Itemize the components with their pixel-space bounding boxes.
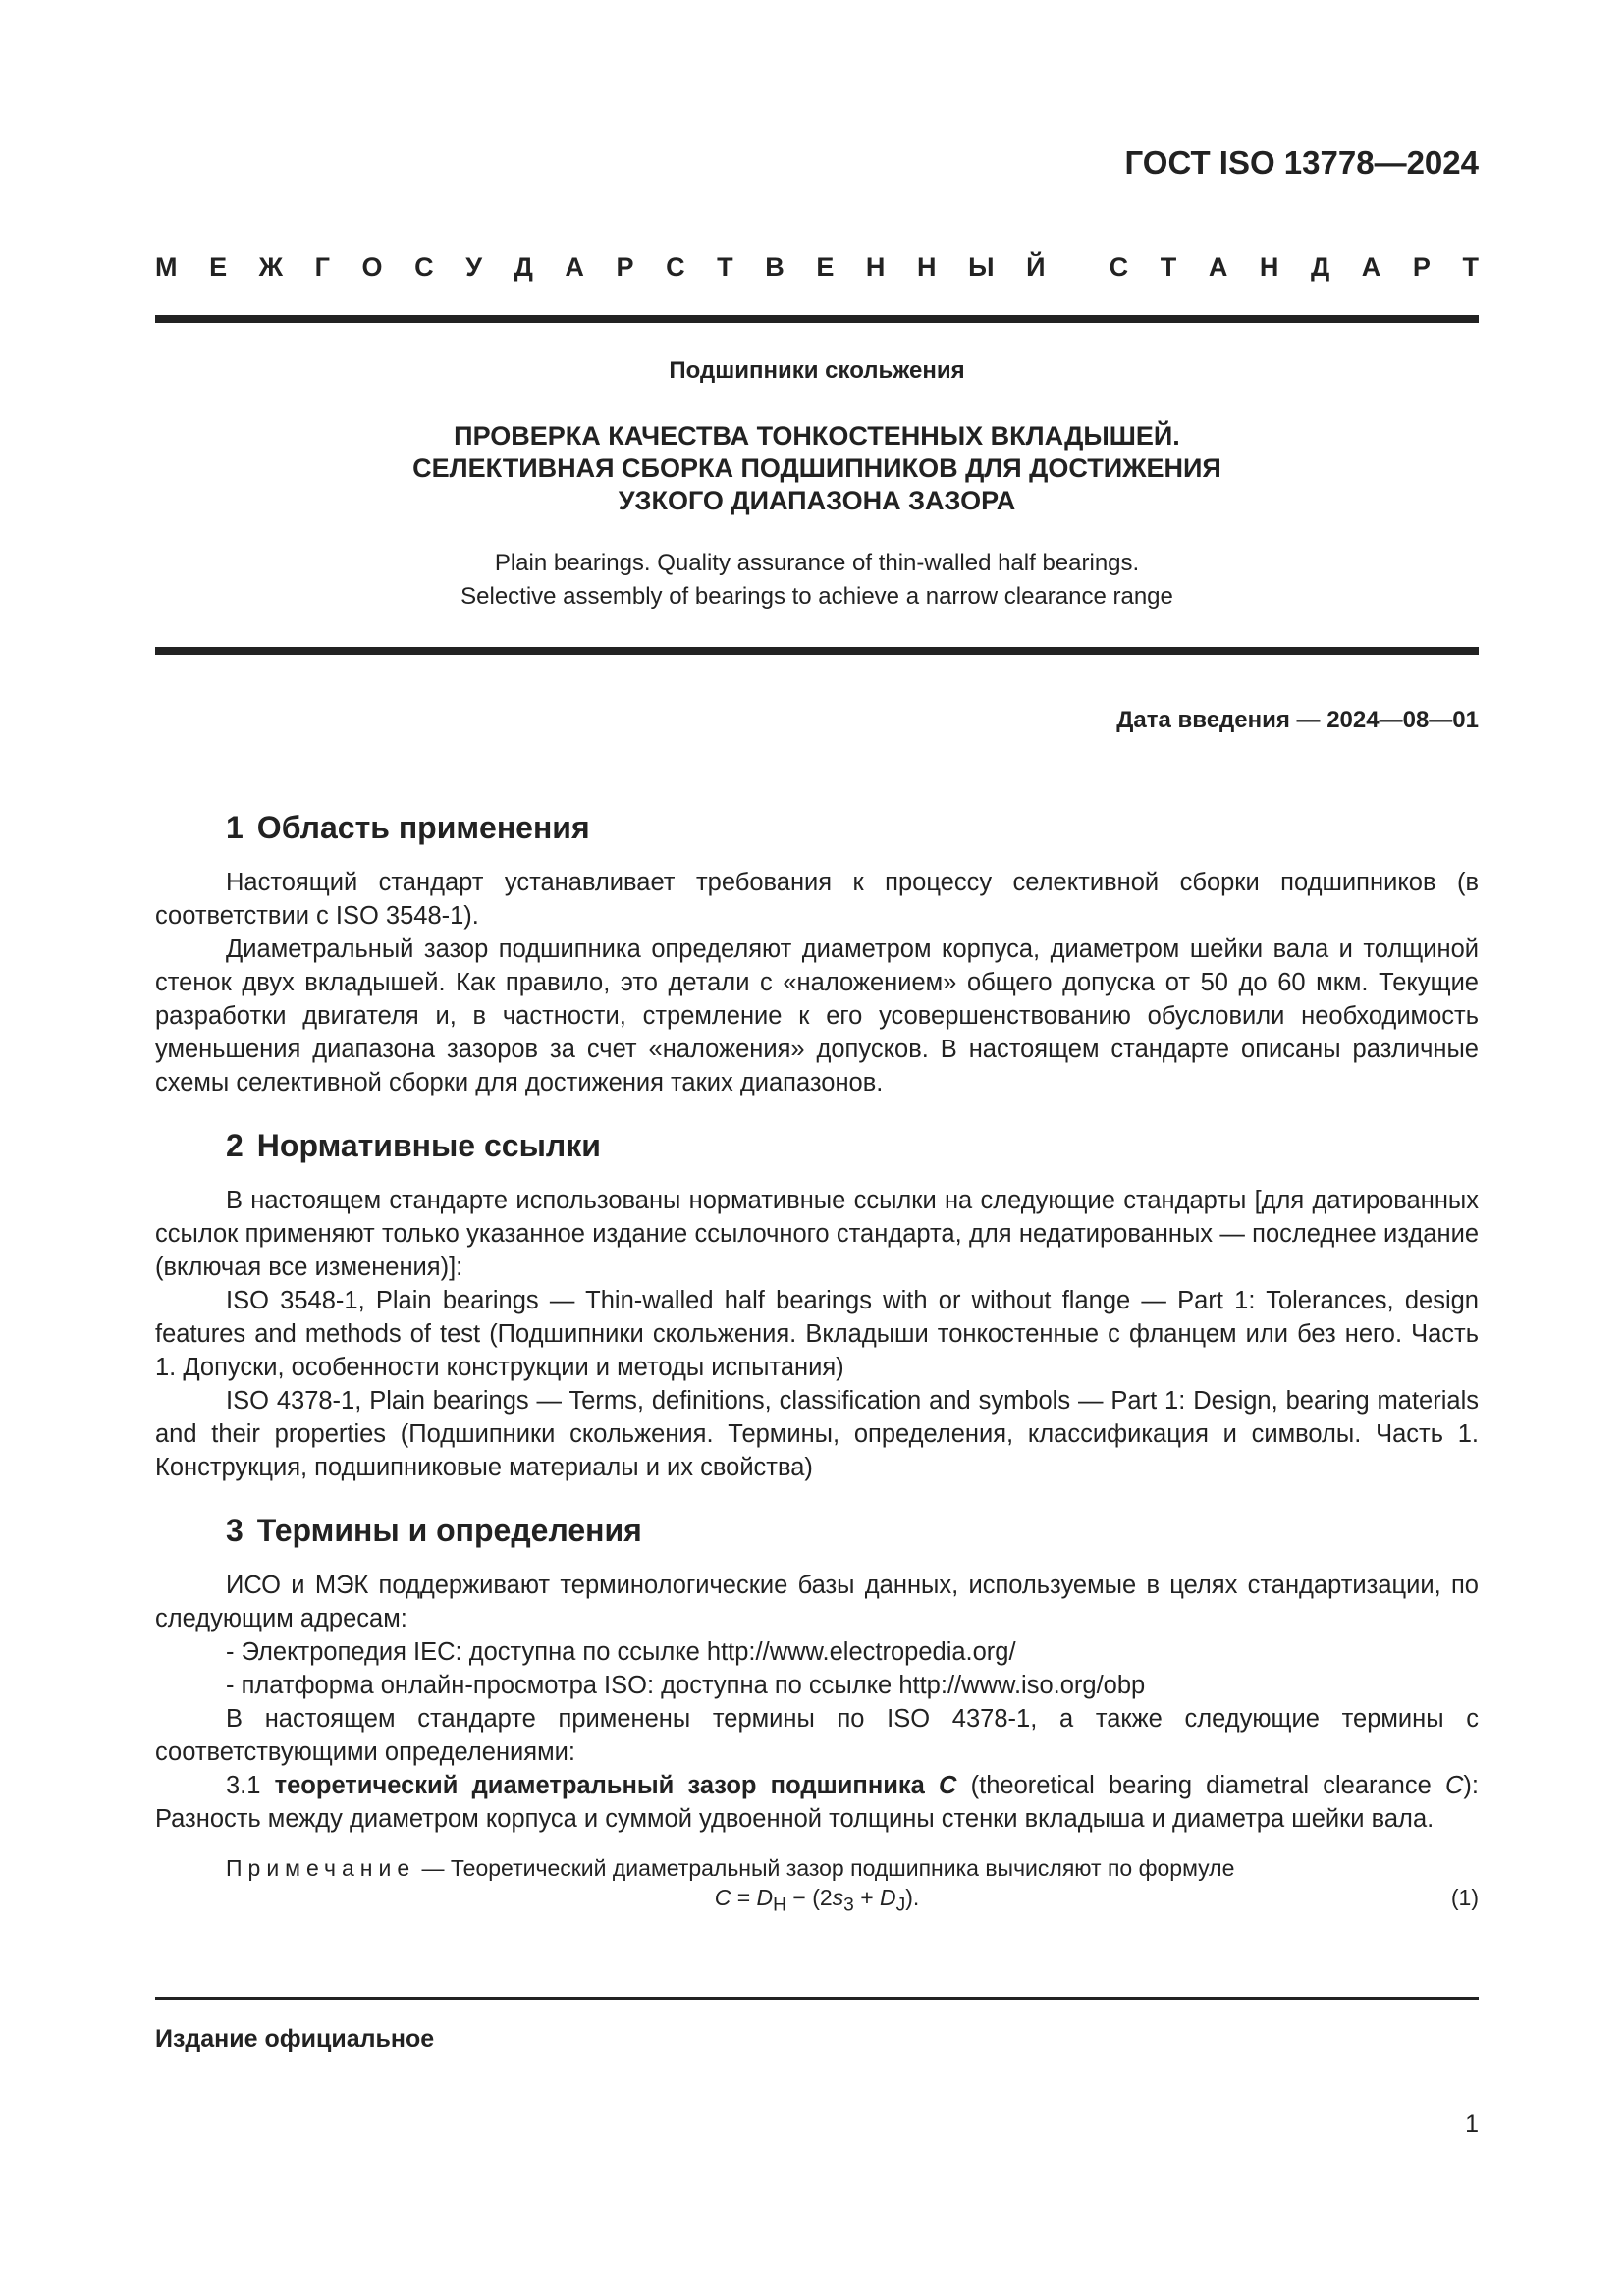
document-body xyxy=(155,811,1479,1921)
formula-mid: − (2 xyxy=(786,1885,833,1910)
page-number: 1 xyxy=(1465,2110,1479,2138)
section-title: Нормативные ссылки xyxy=(256,1128,601,1163)
document-id: ГОСТ ISO 13778—2024 xyxy=(1124,144,1479,181)
banner-letter: Р xyxy=(1412,252,1431,282)
term-english: (theoretical bearing diametral clearance xyxy=(970,1772,1445,1799)
banner-letter: С xyxy=(666,252,685,282)
section-number: 1 xyxy=(226,810,244,845)
paragraph: В настоящем стандарте применены термины по ISO 4378-1, а также следующие термины с соответствующими определениями: xyxy=(155,1705,1479,1766)
banner-letter: М xyxy=(155,252,178,282)
title-ru-line: ПРОВЕРКА КАЧЕСТВА ТОНКОСТЕННЫХ ВКЛАДЫШЕЙ. xyxy=(454,421,1180,451)
reference-entry: ISO 4378-1, Plain bearings — Terms, definitions, classification and symbols — Part 1: Design, bearing materials and their properties (Подшипники скольжения. Термины, определения, классификация и символы. Часть 1. Конструкция, подшипниковые материалы и их свойства) xyxy=(155,1387,1479,1481)
note-text: — Теоретический диаметральный зазор подшипника вычисляют по формуле xyxy=(415,1855,1235,1881)
formula-dj: D xyxy=(880,1885,896,1910)
banner-letter: Н xyxy=(917,252,937,282)
section-title: Термины и определения xyxy=(256,1513,642,1548)
banner-letter: С xyxy=(1109,252,1129,282)
banner-letter: Й xyxy=(1026,252,1046,282)
banner-letter: У xyxy=(465,252,483,282)
formula-c: C xyxy=(714,1885,731,1910)
term-name: теоретический диаметральный зазор подшипника xyxy=(274,1772,925,1799)
banner-letter: Ы xyxy=(968,252,995,282)
term-definition-text: Разность между диаметром корпуса и суммой удвоенной толщины стенки вкладыша и диаметра шейки вала. xyxy=(155,1805,1435,1833)
formula-sub-h: Н xyxy=(773,1895,786,1916)
banner-letter: Н xyxy=(1259,252,1279,282)
banner-letter: Р xyxy=(616,252,634,282)
section-heading xyxy=(226,1514,1479,1547)
formula-sub-j: J xyxy=(895,1895,906,1916)
note-label: Примечание xyxy=(226,1855,416,1881)
banner-letter: Т xyxy=(717,252,733,282)
banner-letter: Т xyxy=(1160,252,1177,282)
banner-letter: Е xyxy=(816,252,835,282)
banner-letter: А xyxy=(1208,252,1228,282)
banner-letter: Г xyxy=(314,252,330,282)
list-item: - Электропедия IEC: доступна по ссылке http://www.electropedia.org/ xyxy=(226,1638,1016,1666)
title-en-line: Plain bearings. Quality assurance of thin-walled half bearings. xyxy=(494,550,1140,576)
formula-end: ). xyxy=(905,1885,920,1910)
note xyxy=(155,1853,1479,1883)
banner-letter: Д xyxy=(514,252,533,282)
paragraph: Настоящий стандарт устанавливает требования к процессу селективной сборки подшипников (в соответствии с ISO 3548-1). xyxy=(155,869,1479,930)
paragraph: В настоящем стандарте использованы нормативные ссылки на следующие стандарты [для датированных ссылок применяют только указанное издание ссылочного стандарта, для недатированных — последнее издание (включая все изменения)]: xyxy=(155,1187,1479,1281)
term-definition xyxy=(155,1769,1479,1836)
banner-letter: Е xyxy=(209,252,228,282)
banner-letter: А xyxy=(565,252,584,282)
equation-number: (1) xyxy=(1450,1885,1479,1910)
title-ru-line: УЗКОГО ДИАПАЗОНА ЗАЗОРА xyxy=(618,486,1016,515)
document-title-ru xyxy=(155,420,1479,517)
banner-letter: Д xyxy=(1310,252,1330,282)
term-english-symbol: C xyxy=(1444,1772,1464,1799)
footer-rule xyxy=(155,1997,1479,2000)
formula-sub-3: 3 xyxy=(843,1895,854,1916)
introduction-date: Дата введения — 2024—08—01 xyxy=(1116,707,1479,733)
paragraph: ИСО и МЭК поддерживают терминологические базы данных, используемые в целях стандартизации, по следующим адресам: xyxy=(155,1572,1479,1632)
list-item: - платформа онлайн-просмотра ISO: доступна по ссылке http://www.iso.org/obp xyxy=(226,1672,1146,1699)
official-edition-label: Издание официальное xyxy=(155,2025,435,2053)
banner-letter: А xyxy=(1361,252,1381,282)
title-en-line: Selective assembly of bearings to achieve a narrow clearance range xyxy=(460,583,1173,610)
formula-s: s xyxy=(832,1885,844,1910)
banner-letter: С xyxy=(414,252,434,282)
title-ru-line: СЕЛЕКТИВНАЯ СБОРКА ПОДШИПНИКОВ ДЛЯ ДОСТИЖЕНИЯ xyxy=(412,454,1221,483)
term-symbol: C xyxy=(939,1772,957,1799)
document-subtitle: Подшипники скольжения xyxy=(669,357,965,384)
section-number: 3 xyxy=(226,1513,244,1548)
term-number: 3.1 xyxy=(226,1772,261,1799)
formula-plus: + xyxy=(853,1885,881,1910)
section-heading xyxy=(226,1129,1479,1162)
reference-entry: ISO 3548-1, Plain bearings — Thin-walled half bearings with or without flange — Part 1: Tolerances, design features and methods of test (Подшипники скольжения. Вкладыши тонкостенные с фланцем или без него. Часть 1. Допуски, особенности конструкции и методы испытания) xyxy=(155,1287,1479,1381)
section-number: 2 xyxy=(226,1128,244,1163)
header-rule xyxy=(155,315,1479,323)
title-rule xyxy=(155,647,1479,655)
term-english-end: ): xyxy=(1463,1772,1479,1799)
standard-banner xyxy=(155,252,1479,283)
section-heading xyxy=(226,811,1479,844)
document-title-en xyxy=(155,547,1479,614)
banner-letter: Ж xyxy=(258,252,284,282)
formula-eq: = xyxy=(731,1885,757,1910)
banner-letter: Т xyxy=(1462,252,1479,282)
formula xyxy=(155,1883,1479,1921)
formula-d: D xyxy=(756,1885,774,1910)
banner-letter: В xyxy=(765,252,785,282)
banner-letter: О xyxy=(361,252,383,282)
section-title: Область применения xyxy=(256,810,590,845)
paragraph: Диаметральный зазор подшипника определяют диаметром корпуса, диаметром шейки вала и толщиной стенок двух вкладышей. Как правило, это детали с «наложением» общего допуска от 50 до 60 мкм. Текущие разработки двигателя и, в частности, стремление к его усовершенствованию обусловили необходимость уменьшения диапазона зазоров за счет «наложения» допусков. В настоящем стандарте описаны различные схемы селективной сборки для достижения таких диапазонов. xyxy=(155,935,1479,1096)
banner-letter: Н xyxy=(865,252,886,282)
